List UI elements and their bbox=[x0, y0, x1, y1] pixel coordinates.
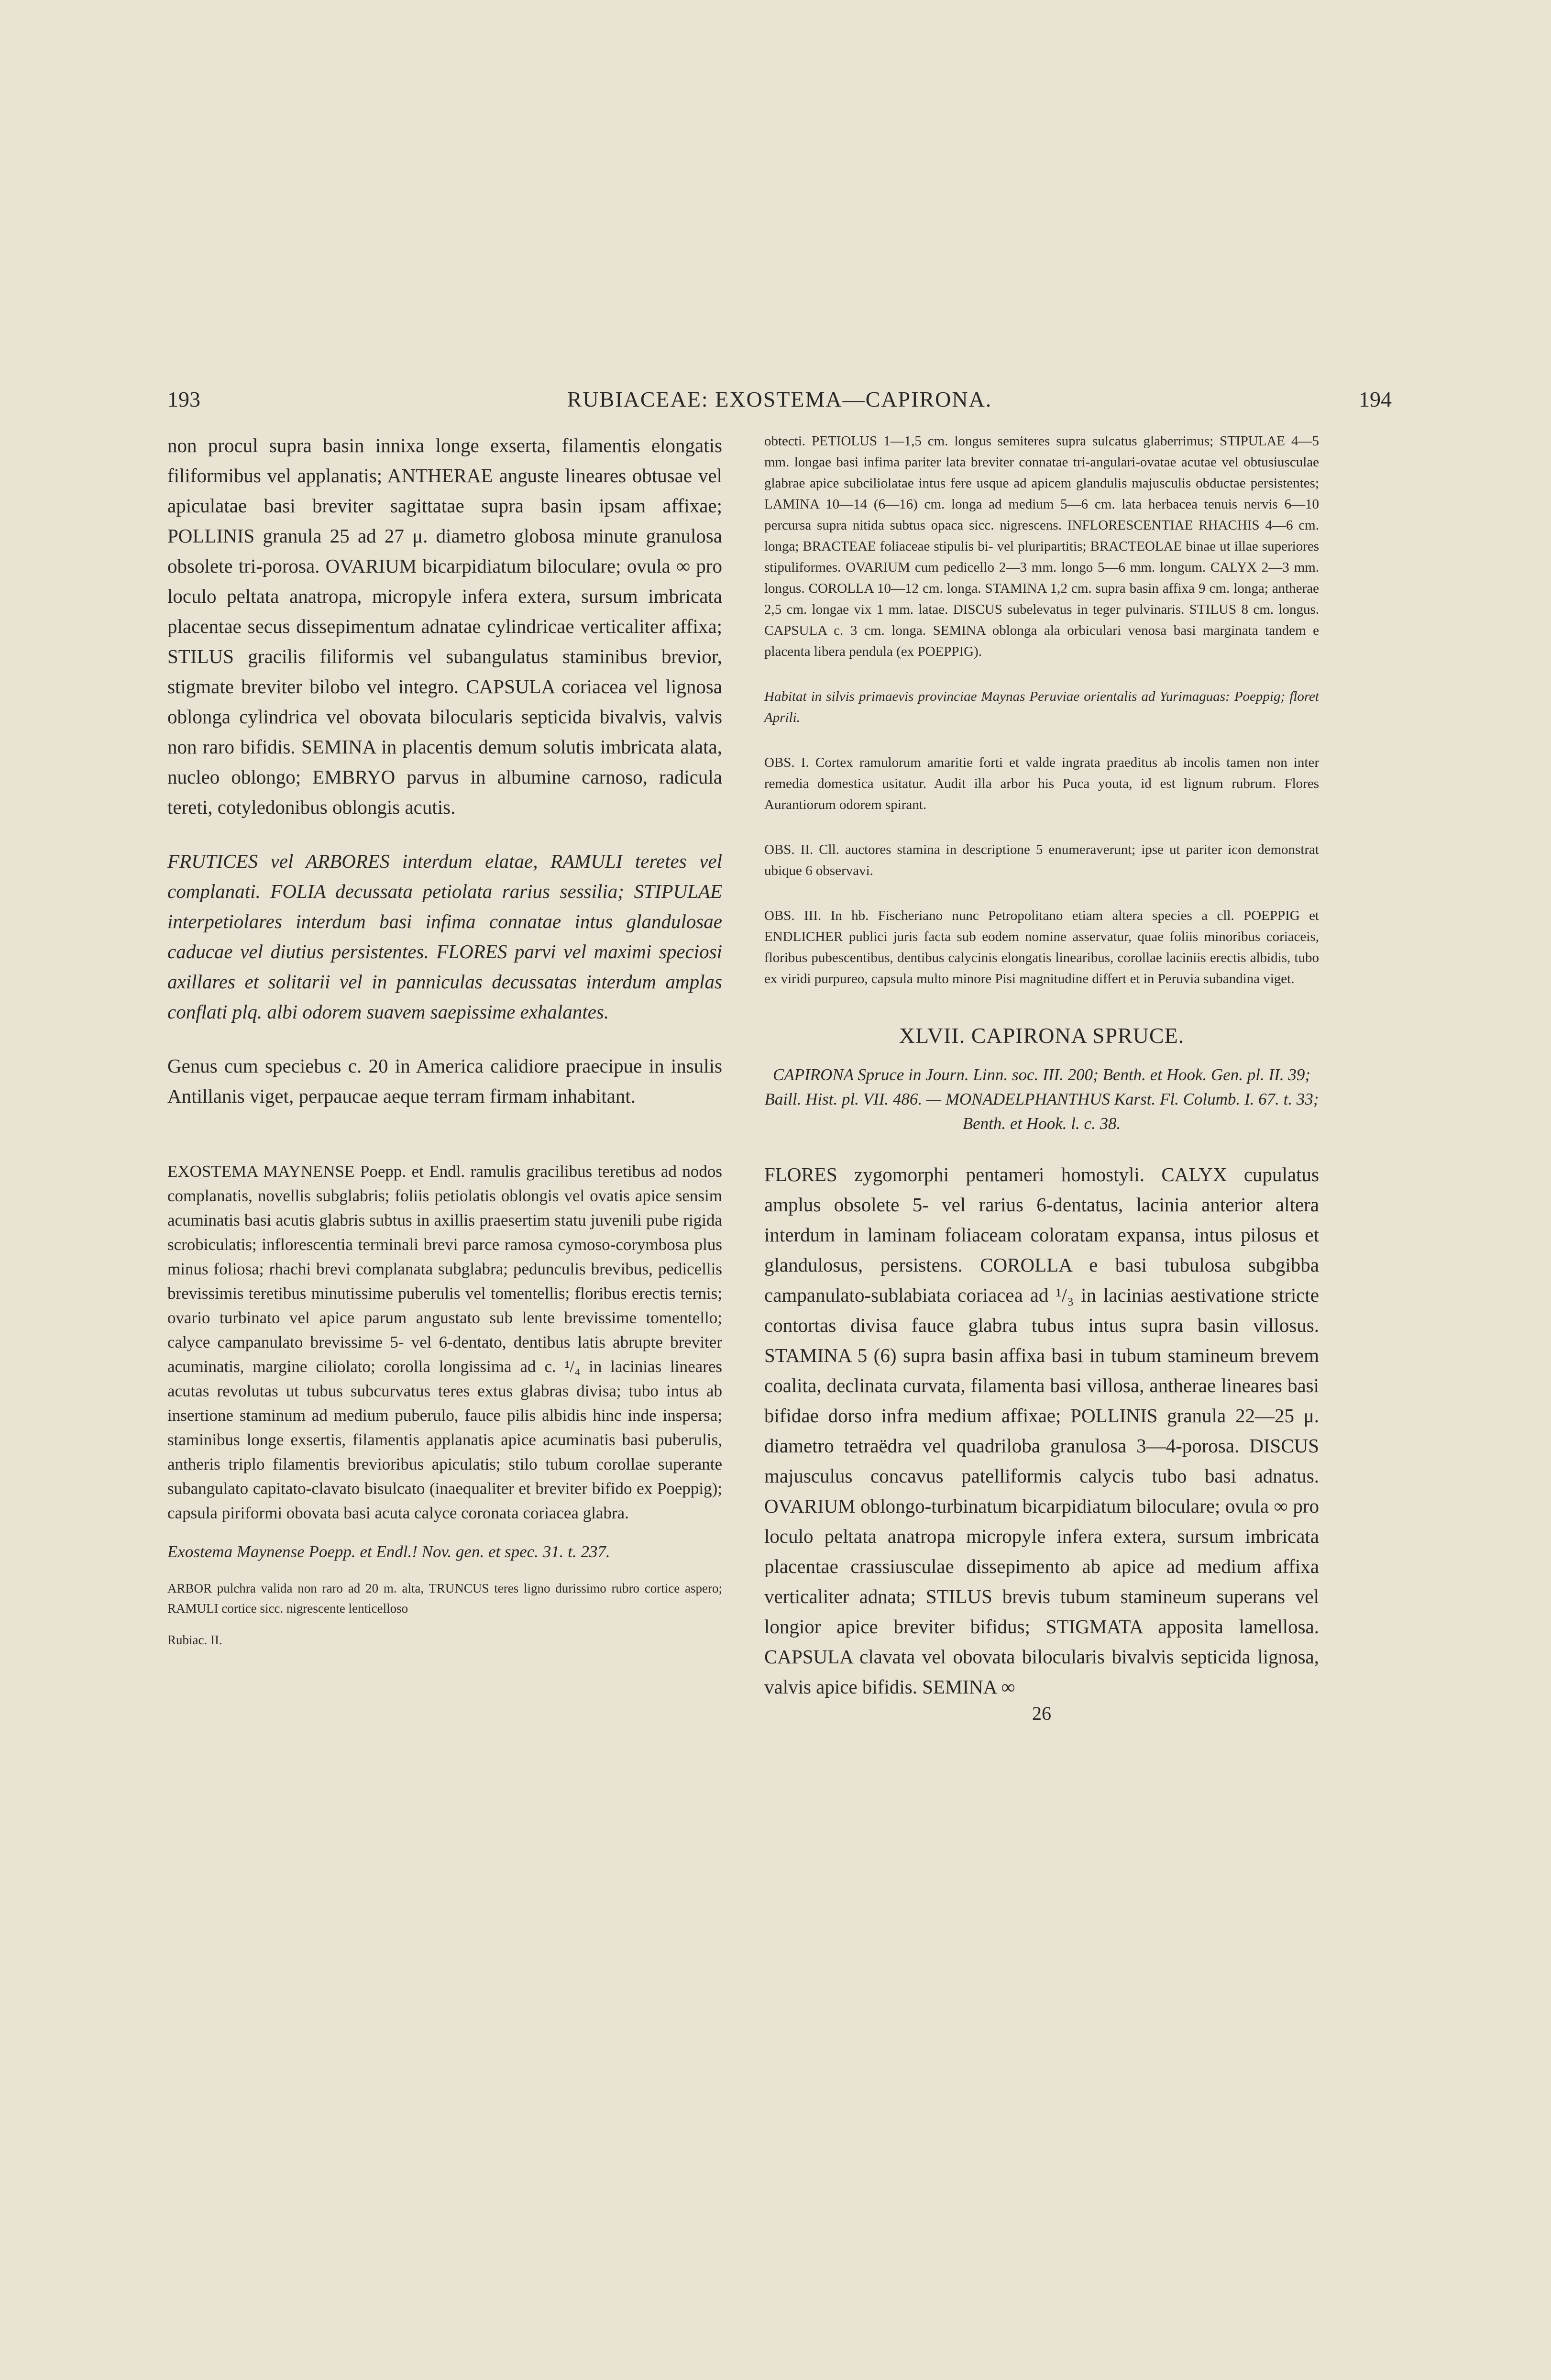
observation-3: OBS. III. In hb. Fischeriano nunc Petropolitano etiam altera species a cll. POEPPIG et ENDLICHER publici juris facta sub eodem nomine asservatur, quae foliis minoribus coriaceis, floribus pubescentibus, dentibus calycinis elongatis linearibus, corollae laciniis erectis albidis, tubo ex viridi purpureo, capsula multo minore Pisi magnitudine differt et in Peruvia subandina viget. bbox=[764, 908, 1319, 986]
species-citation: Exostema Maynense Poepp. et Endl.! Nov. gen. et spec. 31. t. 237. bbox=[167, 1542, 610, 1561]
page-number-right: 194 bbox=[1359, 387, 1392, 411]
page-number-left: 193 bbox=[167, 387, 200, 411]
right-column bbox=[764, 431, 1319, 1725]
left-column bbox=[167, 431, 722, 1648]
sheet-signature: Rubiac. II. bbox=[167, 1633, 222, 1647]
species-habit-note: ARBOR pulchra valida non raro ad 20 m. alta, TRUNCUS teres ligno durissimo rubro cortice aspero; RAMULI cortice sicc. nigrescente lenticelloso bbox=[167, 1581, 722, 1616]
observation-1: OBS. I. Cortex ramulorum amaritie forti et valde ingrata praeditus ab incolis tamen non inter remedia domestica usitatur. Audit illa arbor his Puca youta, id est lignum rubrum. Flores Aurantiorum odorem spirant. bbox=[764, 755, 1319, 812]
observation-2: OBS. II. Cll. auctores stamina in descriptione 5 enumeraverunt; ipse ut pariter icon demonstrat ubique 6 observavi. bbox=[764, 842, 1319, 878]
running-title: RUBIACEAE: EXOSTEMA—CAPIRONA. bbox=[567, 387, 992, 411]
species-description-continued: obtecti. PETIOLUS 1—1,5 cm. longus semiteres supra sulcatus glaberrimus; STIPULAE 4—5 mm. longae basi infima pariter lata breviter connatae tri-angulari-ovatae acutae vel obtusiusculae glabrae apice subciliolatae intus fere usque ad apicem glandulis majusculis obductae persistentes; LAMINA 10—14 (6—16) cm. longa ad medium 5—6 cm. lata herbacea tenuis nervis 6—10 percursa supra nitida subtus opaca sicc. nigrescens. INFLORESCENTIAE RHACHIS 4—6 cm. longa; BRACTEAE foliaceae stipulis bi- vel pluripartitis; BRACTEOLAE binae ut illae superiores stipuliformes. OVARIUM cum pedicello 2—3 mm. longo 5—6 mm. longum. CALYX 2—3 mm. longus. COROLLA 10—12 cm. longa. STAMINA 1,2 cm. supra basin affixa 9 cm. longa; antherae 2,5 cm. longae vix 1 mm. latae. DISCUS subelevatus in teger pulvinaris. STILUS 8 cm. longus. CAPSULA c. 3 cm. longa. SEMINA oblonga ala orbiculari venosa basi marginata tandem e placenta libera pendula (ex POEPPIG). bbox=[764, 433, 1319, 659]
sheet-number: 26 bbox=[1032, 1703, 1051, 1724]
genus-synonymy: CAPIRONA Spruce in Journ. Linn. soc. III. 200; Benth. et Hook. Gen. pl. II. 39; Baill. Hist. pl. VII. 486. — MONADELPHANTHUS Karst. Fl. Columb. I. 67. t. 33; Benth. et Hook. l. c. 38. bbox=[764, 1065, 1319, 1133]
genus-description-continued: non procul supra basin innixa longe exserta, filamentis elongatis filiformibus vel applanatis; ANTHERAE anguste lineares obtusae vel apiculatae basi breviter sagittatae supra basin ipsam affixae; POLLINIS granula 25 ad 27 μ. diametro globosa minute granulosa obsolete tri-porosa. OVARIUM bicarpidiatum biloculare; ovula ∞ pro loculo peltata anatropa, micropyle infera extera, sursum imbricata placentae secus dissepimentum adnatae cylindricae verticaliter affixa; STILUS gracilis filiformis vel subangulatus staminibus brevior, stigmate breviter bilobo vel integro. CAPSULA coriacea vel lignosa oblonga cylindrica vel obovata bilocularis septicida bivalvis, valvis non raro bifidis. SEMINA in placentis demum solutis imbricata alata, nucleo oblongo; EMBRYO parvus in albumine carnoso, radicula tereti, cotyledonibus oblongis acutis. bbox=[167, 434, 722, 818]
genus-heading: XLVII. CAPIRONA SPRUCE. bbox=[899, 1023, 1185, 1048]
genus-description: FLORES zygomorphi pentameri homostyli. CALYX cupulatus amplus obsolete 5- vel rarius 6-dentatus, lacinia anterior altera interdum in laminam foliaceam coloratam expansa, intus pilosus et glandulosus, persistens. COROLLA e basi tubulosa subgibba campanulato-sublabiata coriacea ad ¹/₃ in lacinias aestivatione stricte contortas divisa fauce glabra tubus intus supra basin villosus. STAMINA 5 (6) supra basin affixa basi in tubum stamineum brevem coalita, declinata curvata, filamenta basi villosa, antherae lineares basi bifidae dorso infra medium affixae; POLLINIS granula 22—25 μ. diametro tetraëdra vel quadriloba granulosa 3—4-porosa. DISCUS majusculus concavus patelliformis calycis tubo basi adnatus. OVARIUM oblongo-turbinatum bicarpidiatum biloculare; ovula ∞ pro loculo peltata anatropa micropyle infera extera, sursum imbricata placentae crassiusculae dissepimento ab apice ad medium affixa verticaliter adnata; STILUS brevis tubum stamineum superans vel longior apice breviter bifidus; STIGMATA apposita lamellosa. CAPSULA clavata vel obovata bilocularis bivalvis septicida lignosa, valvis apice bifidis. SEMINA ∞ bbox=[764, 1163, 1319, 1698]
habitat-note: Habitat in silvis primaevis provinciae Maynas Peruviae orientalis ad Yurimaguas: Poeppig; floret Aprili. bbox=[764, 689, 1319, 725]
habit-description: FRUTICES vel ARBORES interdum elatae, RAMULI teretes vel complanati. FOLIA decussata petiolata rarius sessilia; STIPULAE interpetiolares interdum basi infima connatae intus glandulosae caducae vel diutius persistentes. FLORES parvi vel maximi speciosi axillares et solitarii vel in panniculas decussatas interdum amplas conflati plq. albi odorem suavem saepissime exhalantes. bbox=[167, 850, 722, 1023]
species-description: EXOSTEMA MAYNENSE Poepp. et Endl. ramulis gracilibus teretibus ad nodos complanatis, novellis subglabris; foliis petiolatis oblongis vel ovatis apice sensim acuminatis basi acutis glabris subtus in axillis praesertim statu juvenili pube rigida scrobiculatis; inflorescentia terminali brevi parce ramosa cymoso-corymbosa plus minus foliosa; rhachi brevi complanata subglabra; pedunculis brevibus, pedicellis brevissimis teretibus minutissime puberulis vel tomentellis; floribus erectis ternis; ovario turbinato vel apice parum angustato sub lente brevissime tomentello; calyce campanulato brevissime 5- vel 6-dentato, dentibus latis abrupte breviter acuminatis, margine ciliolato; corolla longissima ad c. ¹/₄ in lacinias lineares acutas revolutas ut tubus subcurvatus teres extus glabras divisa; tubo intus ab insertione staminum ad medium puberulo, fauce pilis albidis hinc inde inspersa; staminibus longe exsertis, filamentis applanatis apice acuminatis basi puberulis, antheris triplo filamentis brevioribus apiculatis; stilo tubum corollae superante subangulato capitato-clavato bisulcato (inaequaliter et breviter bifido ex Poeppig); capsula piriformi obovata basi acuta calyce coronata coriacea glabra. bbox=[167, 1162, 722, 1522]
page-header bbox=[167, 387, 1392, 420]
distribution-note: Genus cum speciebus c. 20 in America calidiore praecipue in insulis Antillanis viget, perpaucae aeque terram firmam inhabitant. bbox=[167, 1055, 722, 1107]
